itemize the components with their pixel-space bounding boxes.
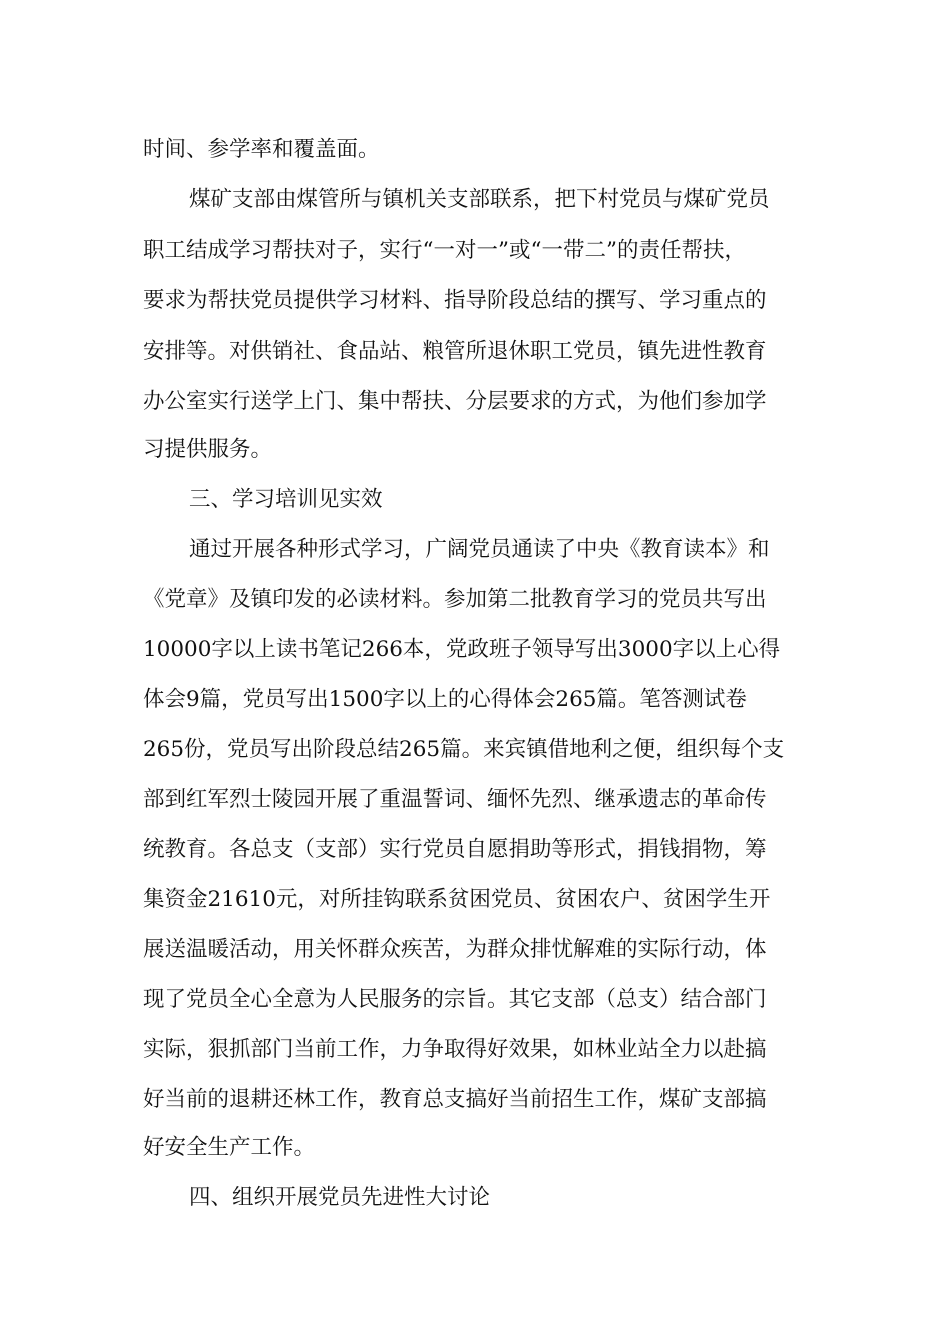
text-line: 习提供服务。 [143, 437, 273, 462]
text-line: 职工结成学习帮扶对子，实行“一对一”或“一带二”的责任帮扶， [143, 238, 746, 263]
paragraph-first-line: 通过开展各种形式学习，广阔党员通读了中央《教育读本》和 [189, 537, 770, 562]
text-line: 要求为帮扶党员提供学习材料、指导阶段总结的撰写、学习重点的 [143, 288, 767, 313]
text-line: 展送温暖活动，用关怀群众疾苦，为群众排忧解难的实际行动，体 [143, 937, 767, 962]
text-line: 《党章》及镇印发的必读材料。参加第二批教育学习的党员共写出 [143, 587, 767, 612]
text-line: 现了党员全心全意为人民服务的宗旨。其它支部（总支）结合部门 [143, 987, 767, 1012]
section-heading: 四、组织开展党员先进性大讨论 [189, 1185, 491, 1210]
paragraph-first-line: 煤矿支部由煤管所与镇机关支部联系，把下村党员与煤矿党员 [189, 187, 770, 212]
text-line: 265份，党员写出阶段总结265篇。来宾镇借地利之便，组织每个支 [143, 737, 785, 762]
text-line: 办公室实行送学上门、集中帮扶、分层要求的方式，为他们参加学 [143, 389, 767, 414]
text-line: 实际，狠抓部门当前工作，力争取得好效果，如林业站全力以赴搞 [143, 1037, 767, 1062]
text-line: 体会9篇，党员写出1500字以上的心得体会265篇。笔答测试卷 [143, 687, 747, 712]
text-line: 时间、参学率和覆盖面。 [143, 137, 380, 162]
text-line: 10000字以上读书笔记266本，党政班子领导写出3000字以上心得 [143, 637, 781, 662]
section-heading: 三、学习培训见实效 [189, 487, 383, 512]
text-line: 部到红军烈士陵园开展了重温誓词、缅怀先烈、继承遗志的革命传 [143, 787, 767, 812]
text-line: 好安全生产工作。 [143, 1135, 316, 1160]
text-line: 安排等。对供销社、食品站、粮管所退休职工党员，镇先进性教育 [143, 339, 767, 364]
text-line: 统教育。各总支（支部）实行党员自愿捐助等形式，捐钱捐物，筹 [143, 837, 767, 862]
text-line: 好当前的退耕还林工作，教育总支搞好当前招生工作，煤矿支部搞 [143, 1087, 767, 1112]
text-line: 集资金21610元，对所挂钩联系贫困党员、贫困农户、贫困学生开 [143, 887, 771, 912]
